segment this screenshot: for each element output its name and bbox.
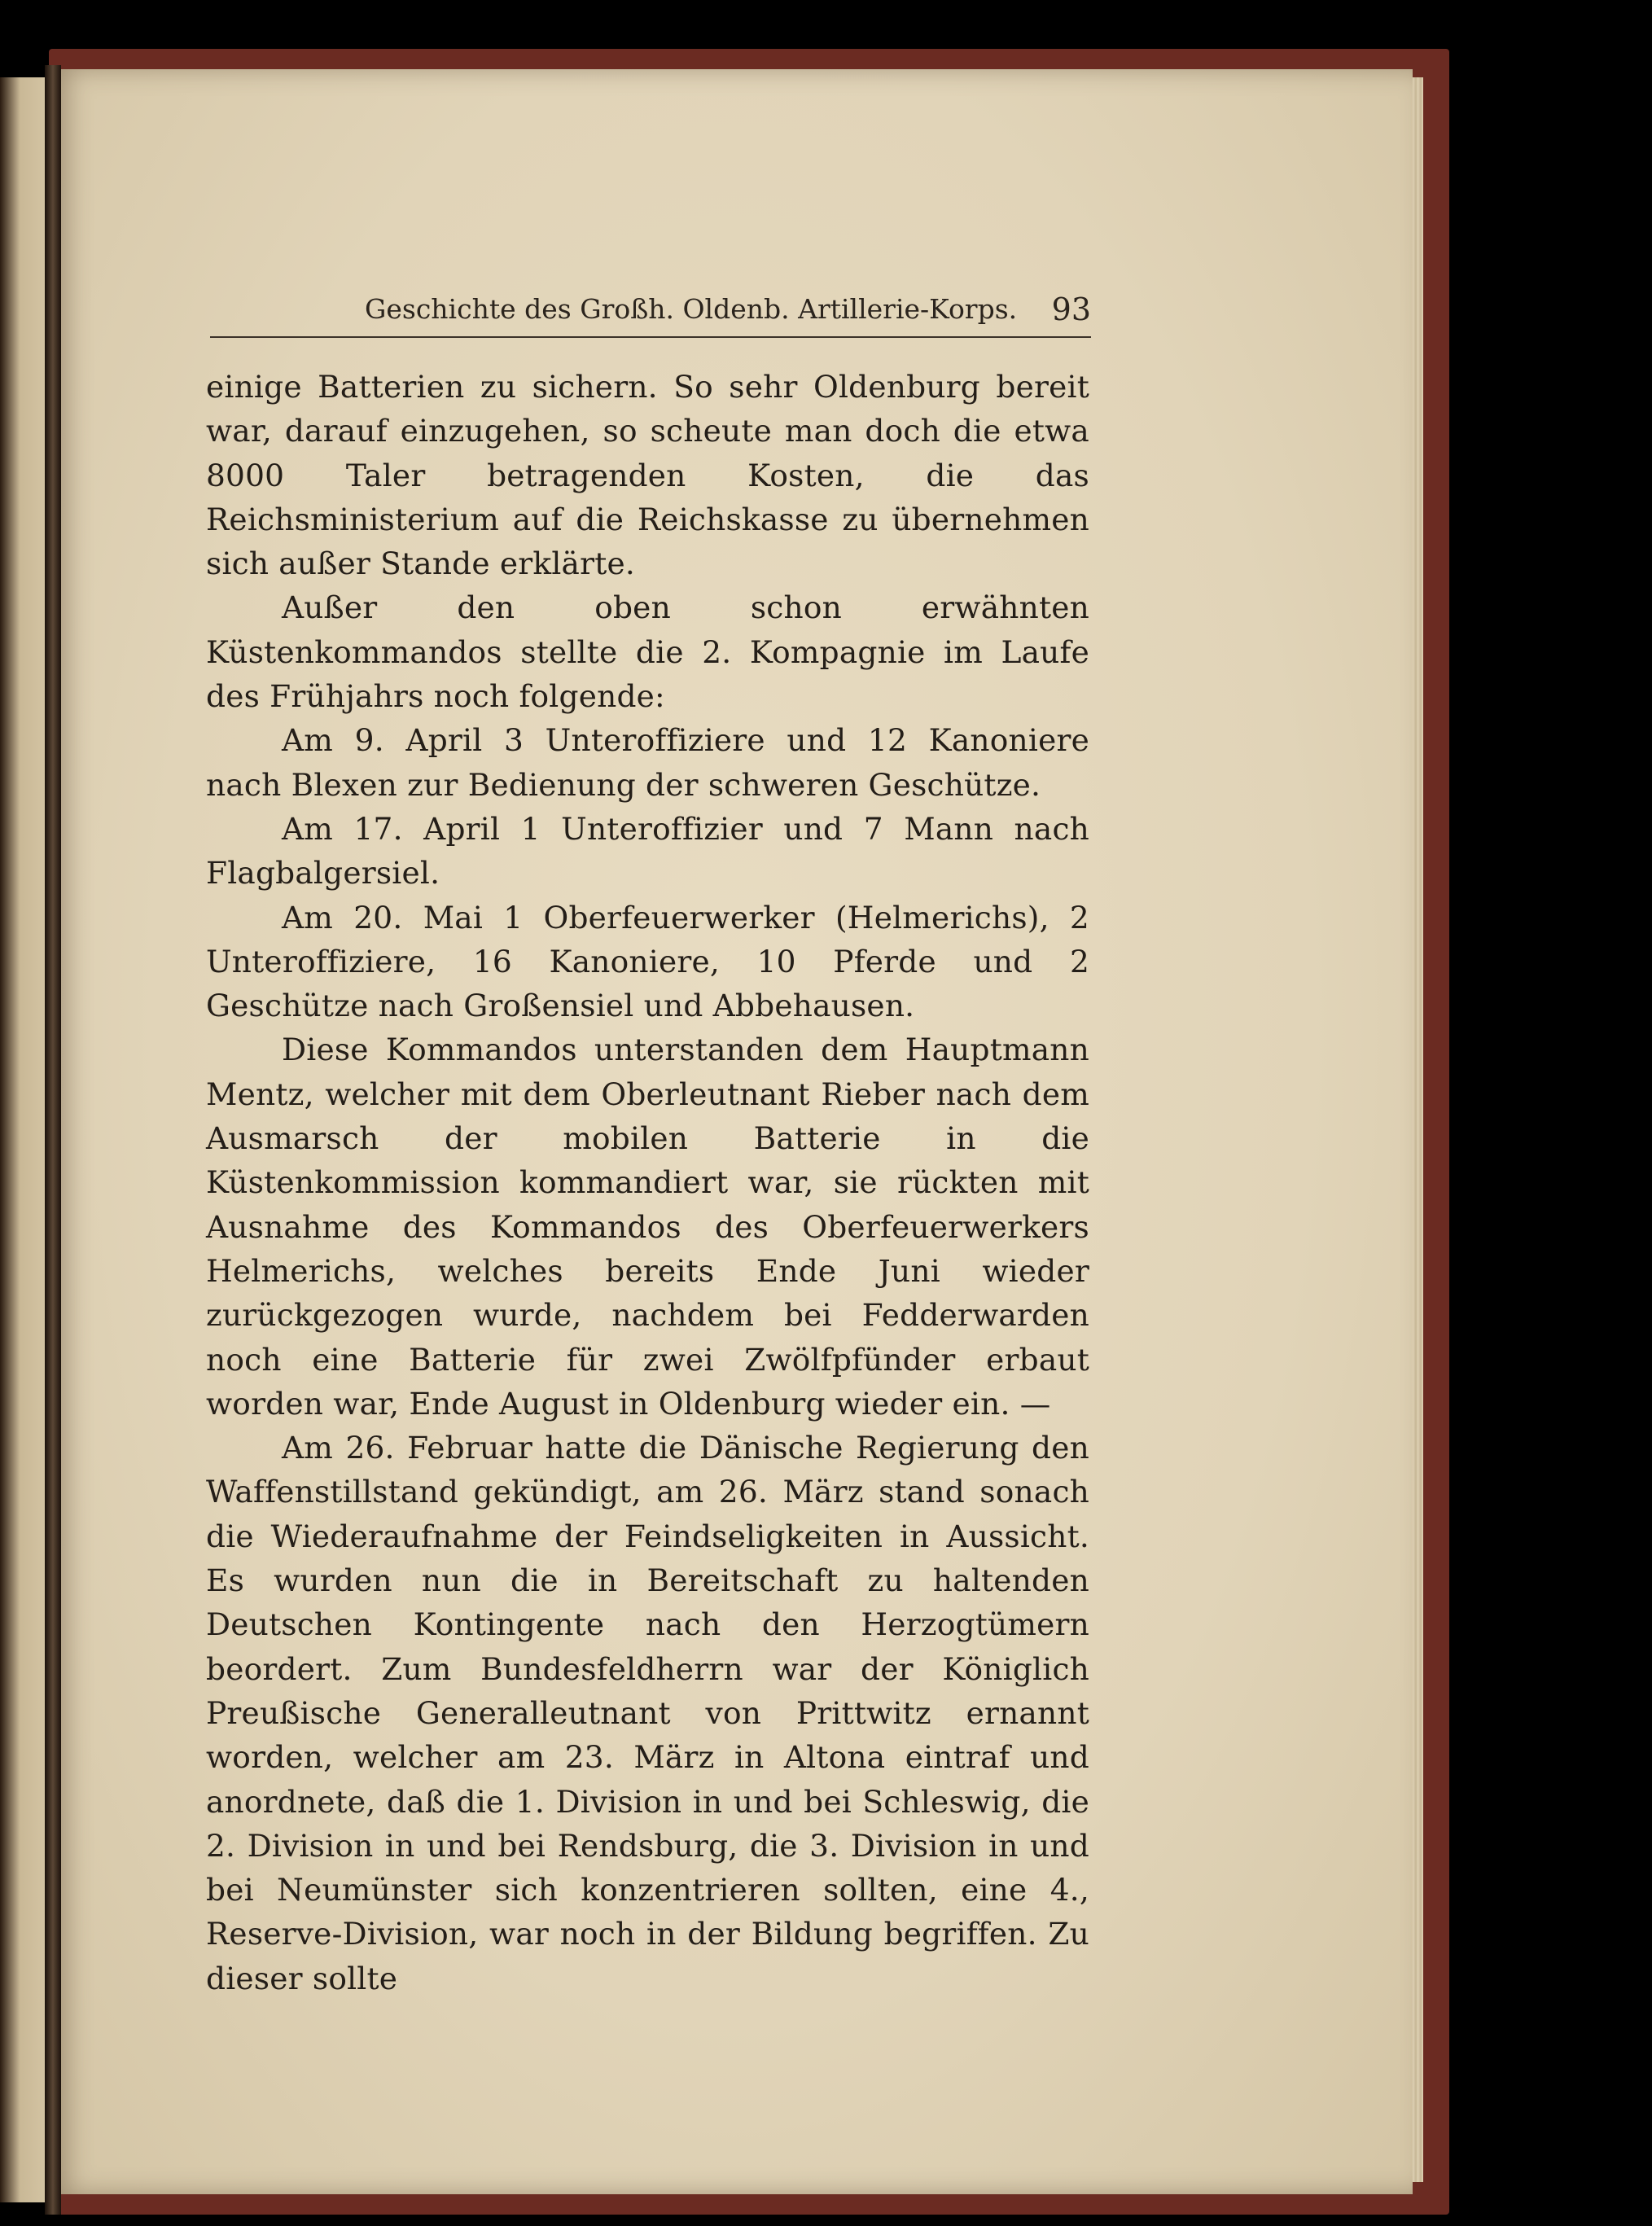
- paragraph: Am 20. Mai 1 Oberfeuerwerker (Helmerichs), 2 Unteroffiziere, 16 Kanoniere, 10 Pferde und 2 Geschütze nach Großensiel und Abbehausen.: [206, 899, 1089, 1024]
- running-title: Geschichte des Großh. Oldenb. Artillerie-Korps.: [365, 293, 1018, 325]
- paragraph: einige Batterien zu sichern. So sehr Oldenburg bereit war, darauf einzugehen, so scheute man doch die etwa 8000 Taler betragenden Kosten, die das Reichsministerium auf die Reichskasse zu übernehmen sich außer Stande erklärte.: [206, 369, 1089, 582]
- page-number: 93: [1051, 291, 1091, 327]
- paragraph: Am 26. Februar hatte die Dänische Regierung den Waffenstillstand gekündigt, am 26. März stand sonach die Wiederaufnahme der Feindseligkeiten in Aussicht. Es wurden nun die in Bereitschaft zu haltenden Deutschen Kontingente nach den Herzogtümern beordert. Zum Bundesfeldherrn war der Königlich Preußische Generalleutnant von Prittwitz ernannt worden, welcher am 23. März in Altona eintraf und anordnete, daß die 1. Division in und bei Schleswig, die 2. Division in und bei Rendsburg, die 3. Division in und bei Neumünster sich konzentrieren sollten, eine 4., Reserve-Division, war noch in der Bildung begriffen. Zu dieser sollte: [206, 1430, 1089, 1996]
- book-gutter: [45, 65, 61, 2215]
- paragraph: Am 9. April 3 Unteroffiziere und 12 Kanoniere nach Blexen zur Bedienung der schweren Geschütze.: [206, 722, 1089, 803]
- body-text: [206, 365, 1089, 2000]
- page-header: [210, 289, 1091, 338]
- paragraph: Am 17. April 1 Unteroffizier und 7 Mann nach Flagbalgersiel.: [206, 810, 1089, 892]
- paragraph: Diese Kommandos unterstanden dem Hauptmann Mentz, welcher mit dem Oberleutnant Rieber nach dem Ausmarsch der mobilen Batterie in die Küstenkommission kommandiert war, sie rückten mit Ausnahme des Kommandos des Oberfeuerwerkers Helmerichs, welches bereits Ende Juni wieder zurückgezogen wurde, nachdem bei Fedderwarden noch eine Batterie für zwei Zwölfpfünder erbaut worden war, Ende August in Oldenburg wieder ein. —: [206, 1032, 1089, 1422]
- paragraph: Außer den oben schon erwähnten Küstenkommandos stellte die 2. Kompagnie im Laufe des Frühjahrs noch folgende:: [206, 589, 1089, 715]
